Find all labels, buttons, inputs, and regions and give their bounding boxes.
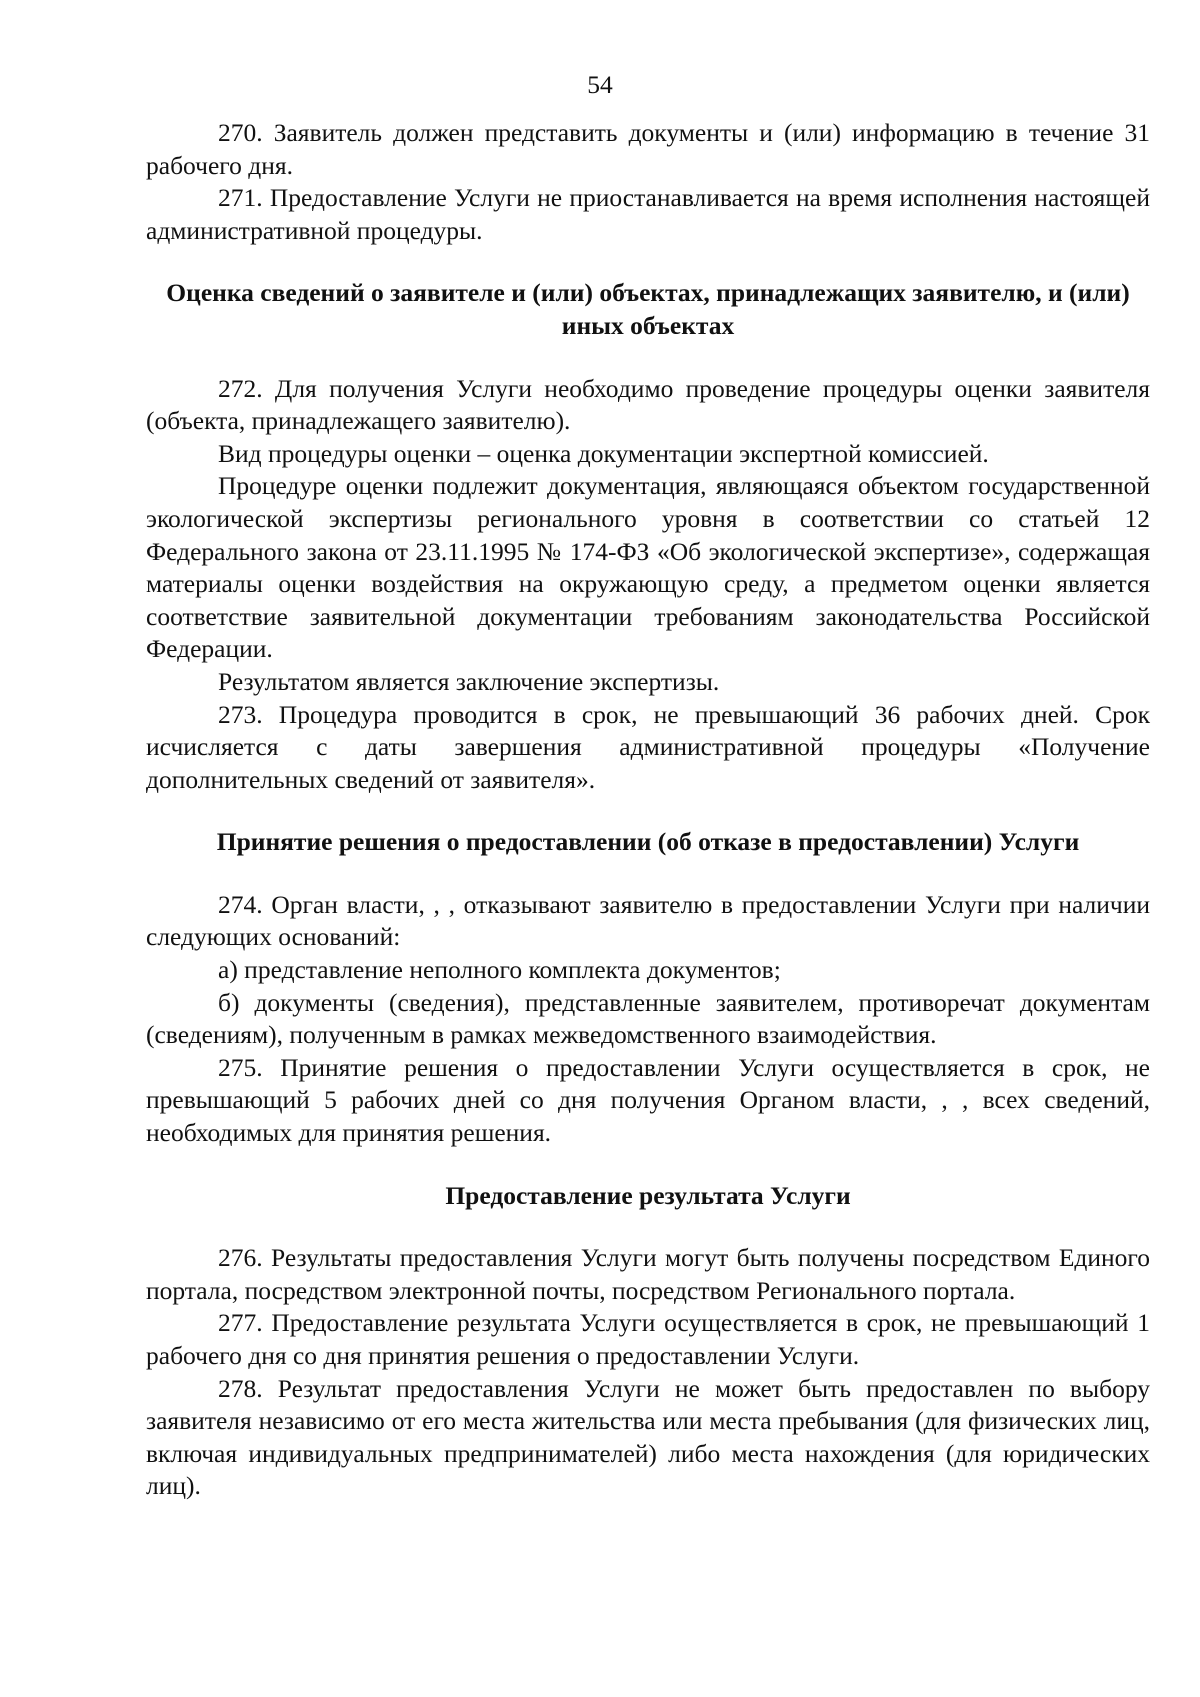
- list-item-b: б) документы (сведения), представленные заявителем, противоречат документам (сведениям), полученным в рамках межведомственного взаимодействия.: [146, 987, 1150, 1050]
- paragraph-270: 270. Заявитель должен представить документы и (или) информацию в течение 31 рабочего дня.: [146, 118, 1150, 180]
- section-heading-assessment: Оценка сведений о заявителе и (или) объектах, принадлежащих заявителю, и (или) иных объектах: [166, 278, 1130, 340]
- paragraph-274: 274. Орган власти, , , отказывают заявителю в предоставлении Услуги при наличии следующих оснований:: [146, 889, 1150, 952]
- paragraph-272: 272. Для получения Услуги необходимо проведение процедуры оценки заявителя (объекта, принадлежащего заявителю).: [146, 373, 1150, 436]
- paragraph-assessment-result: Результатом является заключение экспертизы.: [218, 666, 720, 696]
- paragraph-assessment-type: Вид процедуры оценки – оценка документации экспертной комиссией.: [218, 438, 989, 468]
- paragraph-273: 273. Процедура проводится в срок, не превышающий 36 рабочих дней. Срок исчисляется с даты завершения административной процедуры «Получение дополнительных сведений от заявителя».: [146, 699, 1150, 794]
- document-body: [146, 117, 1150, 1503]
- page-number: 54: [587, 70, 613, 99]
- paragraph-275: 275. Принятие решения о предоставлении Услуги осуществляется в срок, не превышающий 5 рабочих дней со дня получения Органом власти, , , всех сведений, необходимых для принятия решения.: [146, 1052, 1150, 1148]
- paragraph-278: 278. Результат предоставления Услуги не может быть предоставлен по выбору заявителя независимо от его места жительства или места пребывания (для физических лиц, включая индивидуальных предпринимателей) либо места нахождения (для юридических лиц).: [146, 1373, 1150, 1501]
- paragraph-assessment-subject: Процедуре оценки подлежит документация, являющаяся объектом государственной экологической экспертизы регионального уровня в соответствии со статьей 12 Федерального закона от 23.11.1995 № 174-ФЗ «Об экологической экспертизе», содержащая материалы оценки воздействия на окружающую среду, а предметом оценки является соответствие заявительной документации требованиям законодательства Российской Федерации.: [146, 471, 1150, 664]
- section-heading-decision: Принятие решения о предоставлении (об отказе в предоставлении) Услуги: [216, 827, 1080, 857]
- paragraph-277: 277. Предоставление результата Услуги осуществляется в срок, не превышающий 1 рабочего дня со дня принятия решения о предоставлении Услуги.: [146, 1308, 1150, 1370]
- paragraph-276: 276. Результаты предоставления Услуги могут быть получены посредством Единого портала, посредством электронной почты, посредством Регионального портала.: [146, 1243, 1150, 1305]
- list-item-a: а) представление неполного комплекта документов;: [218, 955, 781, 985]
- section-heading-result: Предоставление результата Услуги: [445, 1180, 851, 1210]
- paragraph-271: 271. Предоставление Услуги не приостанавливается на время исполнения настоящей административной процедуры.: [146, 183, 1150, 245]
